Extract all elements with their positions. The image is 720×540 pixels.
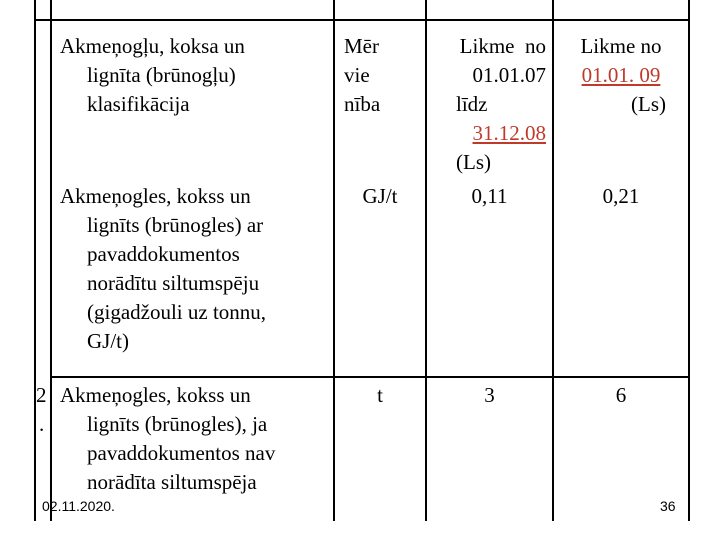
row2-description-line: lignīts (brūnogles), ja	[87, 412, 268, 436]
row-separator	[50, 376, 690, 378]
header-description-line: klasifikācija	[87, 92, 190, 116]
header-unit-line: vie	[344, 63, 370, 87]
row2-description-line: pavaddokumentos nav	[87, 441, 276, 465]
row2-number: 2	[36, 383, 47, 407]
header-rate2-line: (Ls)	[631, 92, 666, 116]
row1-description-line: Akmeņogles, kokss un	[60, 184, 251, 208]
table-left-border	[34, 0, 36, 521]
row2-rate2: 6	[615, 383, 627, 407]
row1-unit: GJ/t	[362, 184, 398, 208]
footer-date: 02.11.2020.	[42, 498, 115, 514]
row2-unit: t	[377, 383, 383, 407]
header-rate1-line: līdz	[456, 92, 488, 116]
table-top-border	[34, 19, 690, 21]
table-number-divider	[50, 0, 52, 521]
row2-rate1: 3	[484, 383, 495, 407]
row2-description	[60, 381, 330, 497]
table-right-border	[688, 0, 690, 521]
header-rate1-line: Likme no	[459, 34, 546, 58]
header-rate2	[554, 32, 688, 119]
header-rate1-line: 31.12.08	[472, 121, 546, 145]
row2-number-dot: .	[39, 412, 45, 436]
header-unit-line: nība	[344, 92, 381, 116]
row2-description-line: norādīta siltumspēja	[87, 470, 257, 494]
row1-description-line: norādītu siltumspēju	[87, 271, 260, 295]
row1-rate1: 0,11	[471, 184, 508, 208]
row1-description	[60, 182, 330, 356]
header-description	[60, 32, 330, 119]
row1-description-line: lignīts (brūnogles) ar	[87, 213, 264, 237]
header-unit-line: Mēr	[344, 34, 379, 58]
header-rate1-line: (Ls)	[456, 150, 491, 174]
row1-description-line: pavaddokumentos	[87, 242, 240, 266]
header-rate2-line: Likme no	[580, 34, 662, 58]
table-col-divider-rate1	[425, 0, 427, 521]
table-col-divider-unit	[333, 0, 335, 521]
row2-description-line: Akmeņogles, kokss un	[60, 383, 251, 407]
header-unit	[344, 32, 424, 119]
footer-page-number: 36	[660, 498, 676, 514]
header-description-line: lignīta (brūnogļu)	[87, 63, 236, 87]
row1-description-line: GJ/t)	[87, 329, 129, 353]
header-rate1-line: 01.01.07	[472, 63, 546, 87]
row1-rate2: 0,21	[602, 184, 640, 208]
header-description-line: Akmeņogļu, koksa un	[60, 34, 245, 58]
row1-description-line: (gigadžouli uz tonnu,	[87, 300, 267, 324]
header-rate2-line: 01.01. 09	[581, 63, 661, 87]
header-rate1	[428, 32, 552, 177]
